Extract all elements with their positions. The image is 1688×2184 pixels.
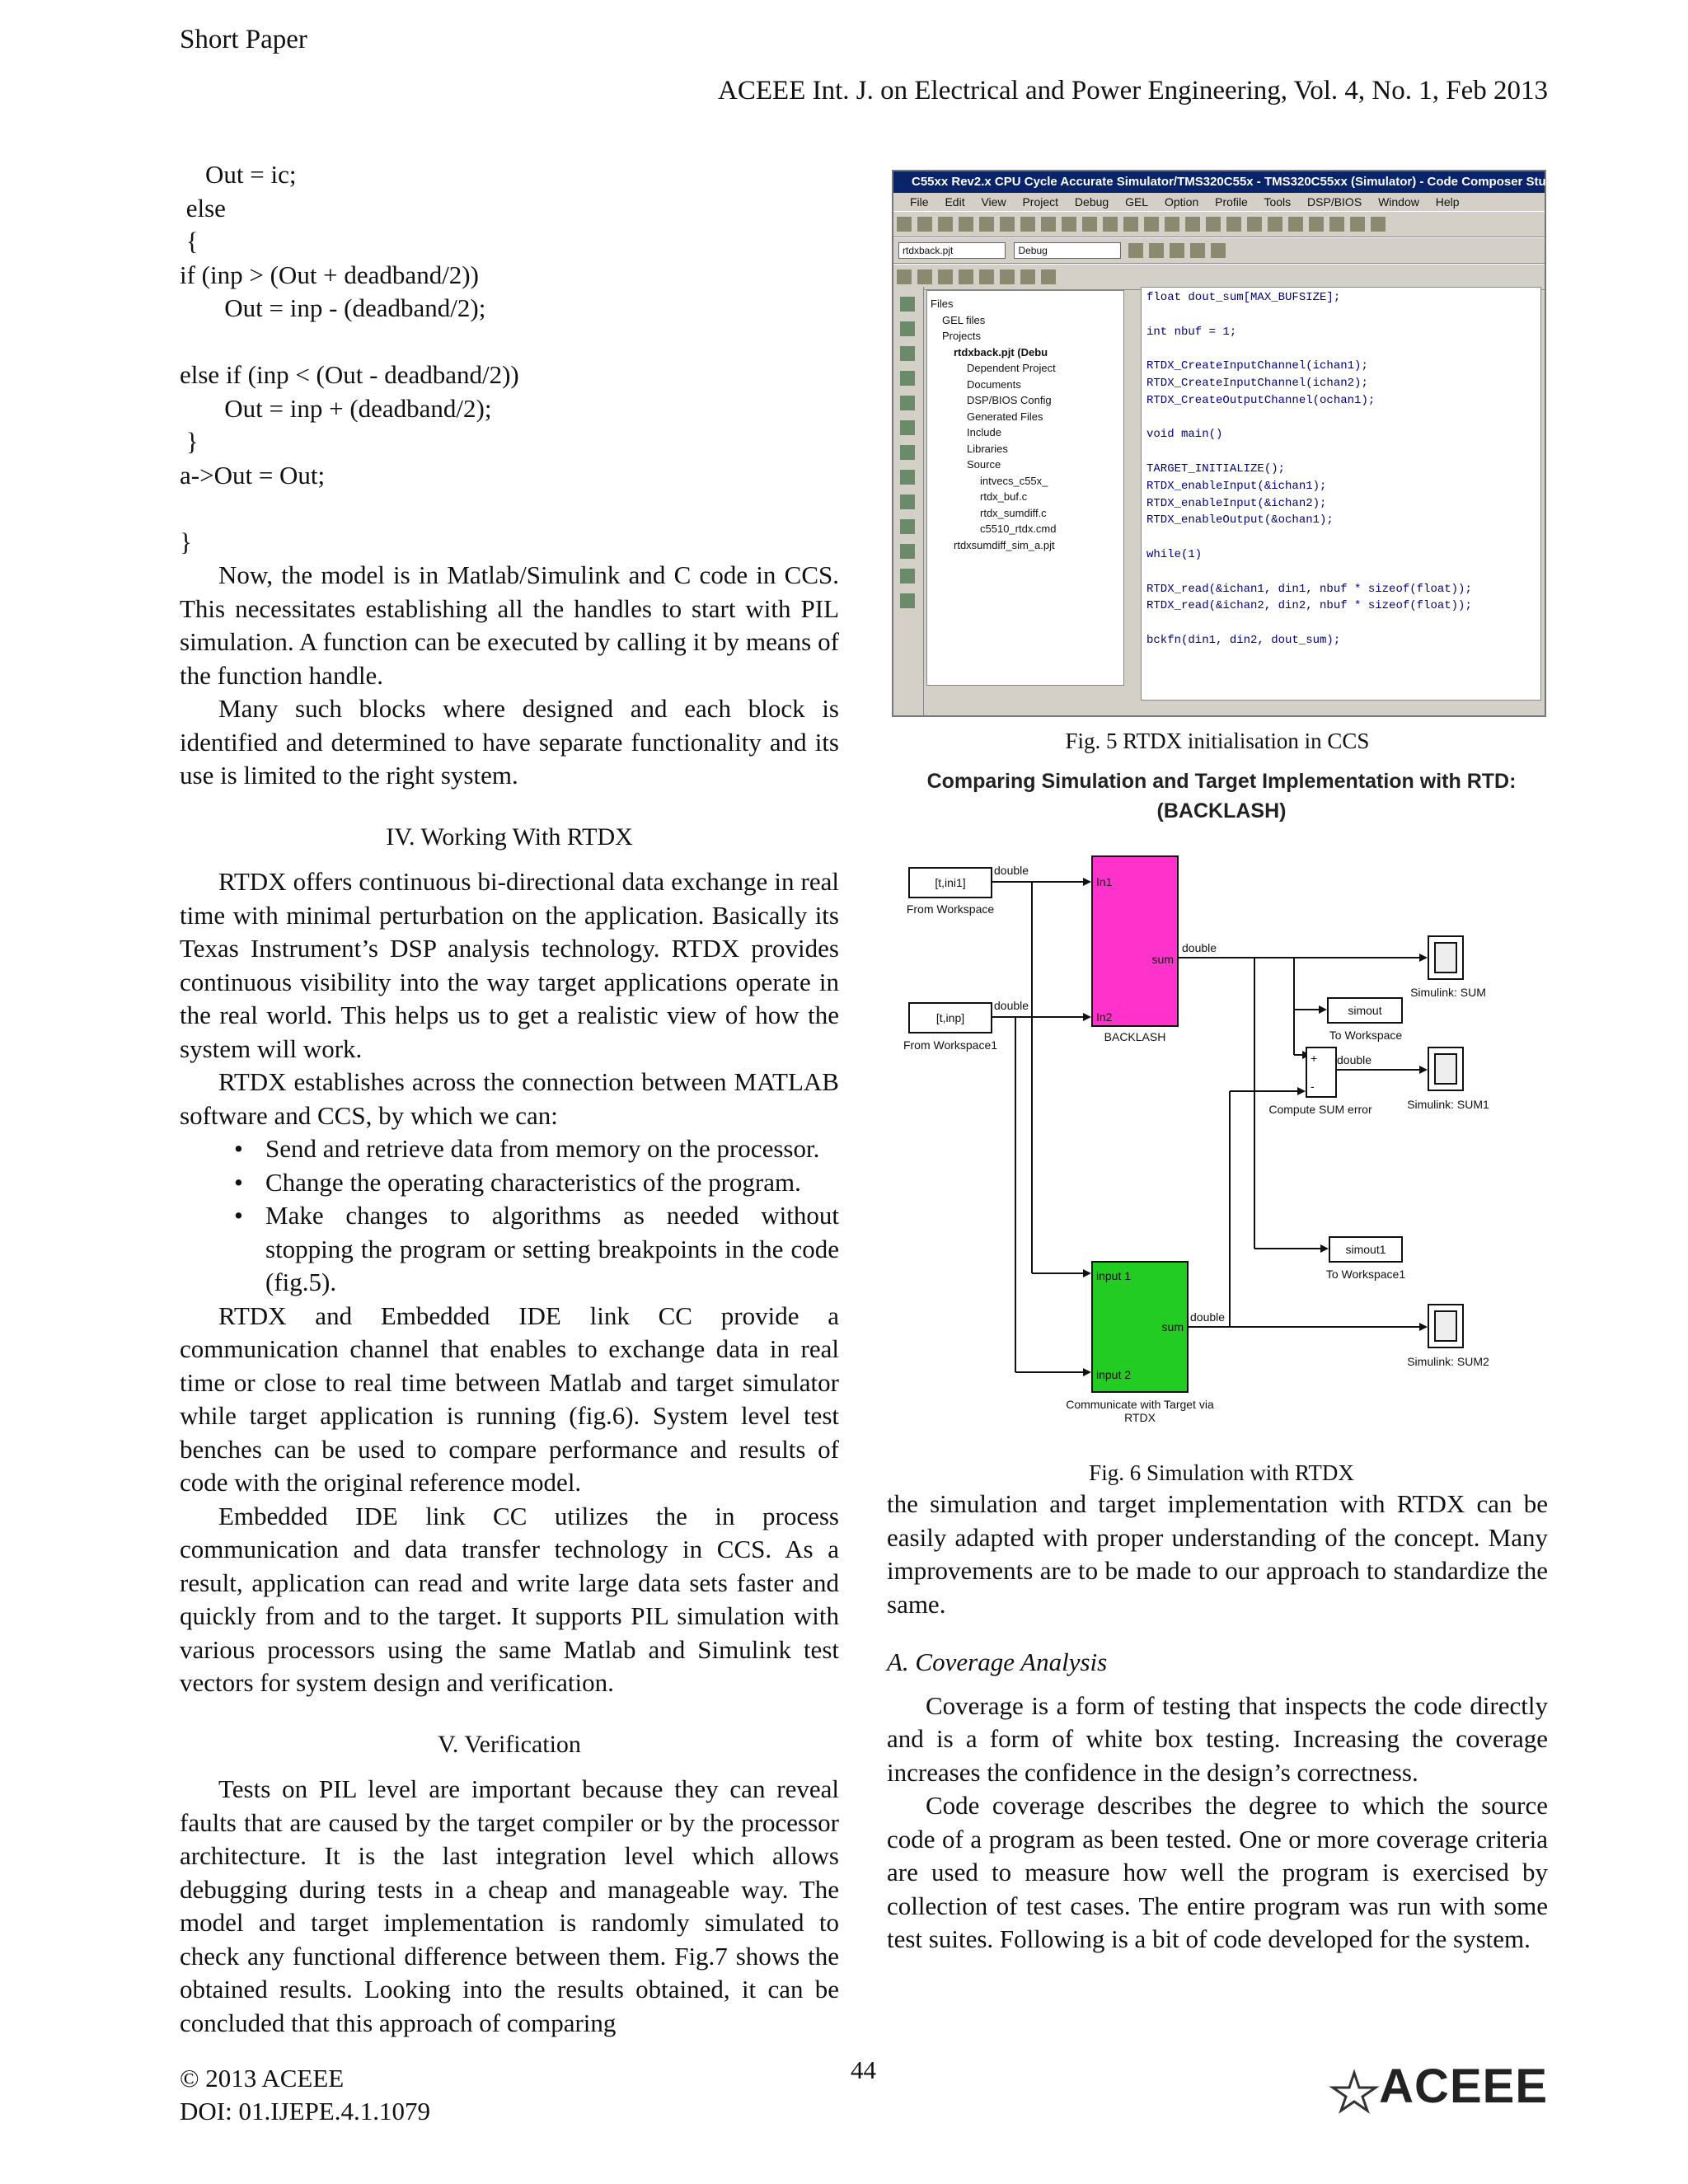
- signal-label: double: [994, 864, 1029, 877]
- bullet-item: • Make changes to algorithms as needed without stopping the program or setting breakpoints in the code (fig.5).: [180, 1199, 839, 1300]
- code-line: Out = ic;: [180, 160, 297, 189]
- menu-item: Edit: [945, 195, 965, 209]
- toolbar-icon: [917, 269, 932, 284]
- footer-doi: DOI: 01.IJEPE.4.1.1079: [180, 2097, 430, 2125]
- scope-block: [1428, 935, 1464, 980]
- editor-line: int nbuf = 1;: [1146, 325, 1237, 339]
- toolbar-icon: [1371, 217, 1386, 232]
- toolbar-icon: [1329, 217, 1344, 232]
- tree-item: rtdx_sumdiff.c: [980, 506, 1047, 519]
- toolbar-icon: [1247, 217, 1262, 232]
- toolbar-icon: [1103, 217, 1118, 232]
- port-label: input 2: [1096, 1368, 1132, 1381]
- code-line: else: [180, 193, 226, 223]
- editor-line: [1146, 615, 1536, 632]
- editor-line: float dout_sum[MAX_BUFSIZE];: [1146, 291, 1341, 304]
- toolbar-icon: [917, 217, 932, 232]
- backlash-subsystem: [1091, 855, 1179, 1027]
- toolbar-icon: [1041, 217, 1056, 232]
- diagram-title-line: (BACKLASH): [1156, 799, 1287, 823]
- signal-label: double: [1190, 1310, 1226, 1324]
- section-heading: IV. Working With RTDX: [386, 823, 633, 851]
- aceee-logo: [1329, 2059, 1548, 2114]
- editor-line: [1146, 564, 1536, 581]
- tool-icon: [900, 420, 915, 435]
- sum-block: [1306, 1047, 1337, 1098]
- tree-item: Libraries: [967, 442, 1008, 455]
- block-label: Simulink: SUM: [1410, 986, 1486, 999]
- page-number: 44: [851, 2055, 876, 2084]
- ide-menu-bar: [893, 193, 1545, 211]
- toolbar-icon: [1211, 243, 1226, 258]
- tool-icon: [900, 569, 915, 583]
- tree-item: Source: [967, 458, 1001, 471]
- tree-item: Dependent Project: [967, 362, 1056, 374]
- editor-line: RTDX_CreateInputChannel(ichan1);: [1146, 359, 1368, 373]
- block-label: From Workspace: [906, 902, 995, 916]
- block-label: To Workspace: [1329, 1029, 1403, 1042]
- toolbar-icon: [938, 269, 953, 284]
- from-workspace-block: [t,inp]: [908, 1002, 992, 1033]
- bullet-item: • Change the operating characteristics of the program.: [180, 1166, 839, 1200]
- right-column: [887, 1488, 1548, 1957]
- editor-line: RTDX_enableOutput(&ochan1);: [1146, 513, 1334, 527]
- port-label: input 1: [1096, 1269, 1132, 1282]
- block-label: Communicate with Target via RTDX: [1066, 1398, 1214, 1424]
- editor-line: RTDX_read(&ichan1, din1, nbuf * sizeof(float));: [1146, 582, 1472, 596]
- header-short-paper: Short Paper: [180, 25, 307, 54]
- paragraph: the simulation and target implementation with RTDX can be easily adapted with proper understanding of the concept. Many improvements are to be made to our approach to standardize the same.: [887, 1489, 1548, 1619]
- scope-block: [1428, 1304, 1464, 1348]
- toolbar-icon: [1041, 269, 1056, 284]
- code-block: [180, 158, 839, 559]
- menu-item: Option: [1164, 195, 1199, 209]
- tool-icon: [900, 321, 915, 336]
- editor-line: [1146, 340, 1536, 358]
- toolbar-icon: [897, 217, 912, 232]
- paragraph: Embedded IDE link CC utilizes the in process communication and data transfer technology in CCS. As a result, application can read and write large data sets faster and quickly from and to the target. It supports PIL simulation with various processors using the same Matlab and Simulink test vectors for system design and verification.: [180, 1501, 839, 1697]
- toolbar-icon: [979, 217, 994, 232]
- editor-line: [1146, 529, 1536, 546]
- tree-item: rtdx_buf.c: [980, 490, 1028, 503]
- toolbar-icon: [1309, 217, 1324, 232]
- block-label: To Workspace1: [1325, 1268, 1406, 1281]
- menu-item: Project: [1022, 195, 1059, 209]
- toolbar-icon: [1000, 269, 1015, 284]
- code-editor: [1141, 287, 1541, 701]
- toolbar-icon: [1000, 217, 1015, 232]
- tool-icon: [900, 494, 915, 509]
- figure-6-caption: Fig. 6 Simulation with RTDX: [1089, 1460, 1354, 1485]
- menu-item: Help: [1435, 195, 1460, 209]
- editor-line: [1146, 307, 1536, 324]
- code-line: }: [180, 427, 199, 456]
- paragraph: RTDX establishes across the connection between MATLAB software and CCS, by which we can:: [180, 1067, 839, 1130]
- code-line: Out = inp + (deadband/2);: [180, 393, 492, 423]
- tool-icon: [900, 346, 915, 361]
- paragraph: Now, the model is in Matlab/Simulink and C code in CCS. This necessitates establishing all the handles to start with PIL simulation. A function can be executed by calling it by means of the function handle.: [180, 560, 839, 690]
- code-line: else if (inp < (Out - deadband/2)): [180, 360, 519, 389]
- toolbar-icon: [1165, 217, 1179, 232]
- ide-title-bar: C55xx Rev2.x CPU Cycle Accurate Simulator/TMS320C55x - TMS320C55xx (Simulator) - Code Composer Studio - [rtdx_sumdiff1.c]: [893, 171, 1545, 193]
- editor-line: [1146, 443, 1536, 461]
- diagram-title-line: Comparing Simulation and Target Implementation with RTD:: [926, 770, 1517, 793]
- paragraph: Many such blocks where designed and each block is identified and determined to have separate functionality and its use is limited to the right system.: [180, 694, 839, 790]
- ide-project-toolbar: [893, 237, 1545, 264]
- toolbar-icon: [1268, 217, 1282, 232]
- tool-icon: [900, 396, 915, 410]
- block-label: From Workspace1: [903, 1038, 998, 1052]
- bullet-item: • Send and retrieve data from memory on the processor.: [180, 1132, 839, 1166]
- code-line: if (inp > (Out + deadband/2)): [180, 260, 479, 289]
- tree-item: intvecs_c55x_: [980, 474, 1048, 487]
- block-label: Simulink: SUM2: [1407, 1355, 1489, 1368]
- port-label: sum: [1161, 1320, 1184, 1333]
- from-workspace-block: [t,ini1]: [908, 867, 992, 898]
- editor-line: RTDX_enableInput(&ichan2);: [1146, 496, 1327, 510]
- section-heading: V. Verification: [438, 1730, 581, 1758]
- editor-line: void main(): [1146, 428, 1223, 442]
- toolbar-icon: [1170, 243, 1184, 258]
- editor-line: RTDX_read(&ichan2, din2, nbuf * sizeof(float));: [1146, 599, 1472, 613]
- tree-item: Generated Files: [967, 410, 1043, 423]
- code-line: [180, 492, 839, 526]
- tool-icon: [900, 544, 915, 559]
- figure-5-ide-screenshot: [892, 170, 1676, 717]
- block-label: Compute SUM error: [1268, 1103, 1372, 1116]
- toolbar-icon: [938, 217, 953, 232]
- paragraph: Coverage is a form of testing that inspects the code directly and is a form of white box testing. Increasing the coverage increases the confidence in the design’s correctness.: [887, 1690, 1548, 1787]
- signal-label: double: [1337, 1053, 1372, 1066]
- toolbar-icon: [1206, 217, 1221, 232]
- editor-line: while(1): [1146, 547, 1203, 561]
- tool-icon: [900, 297, 915, 312]
- tree-item: DSP/BIOS Config: [967, 394, 1052, 406]
- tool-icon: [900, 445, 915, 460]
- paragraph: Tests on PIL level are important because they can reveal faults that are caused by the target compiler or by the processor architecture. It is the last integration level which allows debugging during tests in a cheap and manageable way. The model and target implementation is randomly simulated to check any functional difference between them. Fig.7 shows the obtained results. Looking into the results obtained, it can be concluded that this approach of comparing: [180, 1774, 839, 2037]
- rtdx-subsystem: [1091, 1261, 1189, 1393]
- toolbar-icon: [959, 269, 973, 284]
- toolbar-icon: [1149, 243, 1164, 258]
- paragraph: Code coverage describes the degree to which the source code of a program as been tested. One or more coverage criteria are used to measure how well the program is exercised by collection of test cases. The entire program was run with some test suites. Following is a bit of code developed for the system.: [887, 1791, 1548, 1953]
- tree-item: c5510_rtdx.cmd: [980, 523, 1057, 535]
- tool-icon: [900, 470, 915, 485]
- toolbar-icon: [897, 269, 912, 284]
- block-label: Simulink: SUM1: [1407, 1098, 1489, 1111]
- tree-item: GEL files: [942, 313, 986, 326]
- menu-item: GEL: [1125, 195, 1149, 209]
- code-line: Out = inp - (deadband/2);: [180, 293, 486, 322]
- tool-icon: [900, 593, 915, 608]
- toolbar-icon: [959, 217, 973, 232]
- sum-sign: -: [1311, 1080, 1315, 1093]
- editor-line: RTDX_CreateInputChannel(ichan2);: [1146, 376, 1368, 390]
- toolbar-icon: [1123, 217, 1138, 232]
- tool-icon: [900, 519, 915, 534]
- logo-text: ACEEE: [1379, 2060, 1548, 2113]
- toolbar-icon: [1082, 217, 1097, 232]
- scope-block: [1428, 1047, 1464, 1091]
- toolbar-icon: [1020, 217, 1035, 232]
- editor-line: [1146, 410, 1536, 427]
- signal-label: double: [994, 999, 1029, 1012]
- menu-item: Profile: [1215, 195, 1248, 209]
- tree-item: Include: [967, 426, 1001, 438]
- tree-item: Documents: [967, 377, 1021, 391]
- paragraph: RTDX offers continuous bi-directional data exchange in real time with minimal perturbation on the application. Basically its Texas Instrument’s DSP analysis technology. RTDX provides continuous visibility into the way target applications operate in the real world. This helps us to get a realistic view of how the system will work.: [180, 867, 839, 1063]
- menu-item: Tools: [1264, 195, 1292, 209]
- toolbar-icon: [1062, 217, 1076, 232]
- menu-item: DSP/BIOS: [1307, 195, 1362, 209]
- project-combo: rtdxback.pjt: [898, 242, 1006, 259]
- toolbar-icon: [1128, 243, 1143, 258]
- tree-item: Files: [931, 298, 954, 310]
- toolbar-icon: [1185, 217, 1200, 232]
- star-icon: [1329, 2069, 1379, 2111]
- ide-toolbar: [893, 211, 1545, 237]
- sum-sign: +: [1311, 1052, 1318, 1065]
- tree-item: rtdxsumdiff_sim_a.pjt: [954, 538, 1055, 551]
- tool-icon: [900, 371, 915, 386]
- menu-item: View: [981, 195, 1006, 209]
- figure-5-caption: Fig. 5 RTDX initialisation in CCS: [1065, 729, 1370, 753]
- menu-item: Debug: [1074, 195, 1109, 209]
- bullet-list: [180, 1132, 839, 1300]
- figure-6-simulink-diagram: [892, 766, 1551, 1459]
- toolbar-icon: [1144, 217, 1159, 232]
- toolbar-icon: [979, 269, 994, 284]
- toolbar-icon: [1288, 217, 1303, 232]
- editor-line: bckfn(din1, din2, dout_sum);: [1146, 633, 1341, 647]
- block-label: BACKLASH: [1104, 1030, 1166, 1043]
- footer-copyright: © 2013 ACEEE: [180, 2064, 345, 2093]
- menu-item: Window: [1378, 195, 1419, 209]
- port-label: In2: [1096, 1010, 1113, 1024]
- port-label: sum: [1151, 953, 1174, 966]
- code-line: a->Out = Out;: [180, 460, 326, 490]
- config-combo: Debug: [1014, 242, 1121, 259]
- paragraph: RTDX and Embedded IDE link CC provide a communication channel that enables to exchange data in real time or close to real time between Matlab and target simulator while target application is running (fig.6). System level test benches can be used to compare performance and results of code with the original reference model.: [180, 1301, 839, 1497]
- editor-line: RTDX_CreateOutputChannel(ochan1);: [1146, 393, 1376, 407]
- code-line: }: [180, 527, 192, 556]
- left-column: [180, 158, 839, 2040]
- port-label: In1: [1096, 875, 1113, 888]
- header-journal: ACEEE Int. J. on Electrical and Power Engineering, Vol. 4, No. 1, Feb 2013: [718, 76, 1548, 105]
- code-line: [180, 326, 839, 359]
- editor-line: TARGET_INITIALIZE();: [1146, 462, 1286, 476]
- tree-item: rtdxback.pjt (Debu: [954, 345, 1048, 359]
- signal-label: double: [1182, 941, 1217, 954]
- to-workspace-block: simout1: [1329, 1236, 1403, 1263]
- to-workspace-block: simout: [1327, 997, 1403, 1024]
- toolbar-icon: [1350, 217, 1365, 232]
- tree-item: Projects: [942, 330, 981, 342]
- toolbar-icon: [1226, 217, 1241, 232]
- subsection-heading: A. Coverage Analysis: [887, 1647, 1108, 1676]
- toolbar-icon: [1020, 269, 1035, 284]
- editor-line: RTDX_enableInput(&ichan1);: [1146, 479, 1327, 493]
- ide-side-toolbar: [893, 287, 924, 715]
- code-line: {: [180, 227, 199, 255]
- menu-item: File: [910, 195, 929, 209]
- toolbar-icon: [1190, 243, 1205, 258]
- project-tree: [926, 290, 1124, 686]
